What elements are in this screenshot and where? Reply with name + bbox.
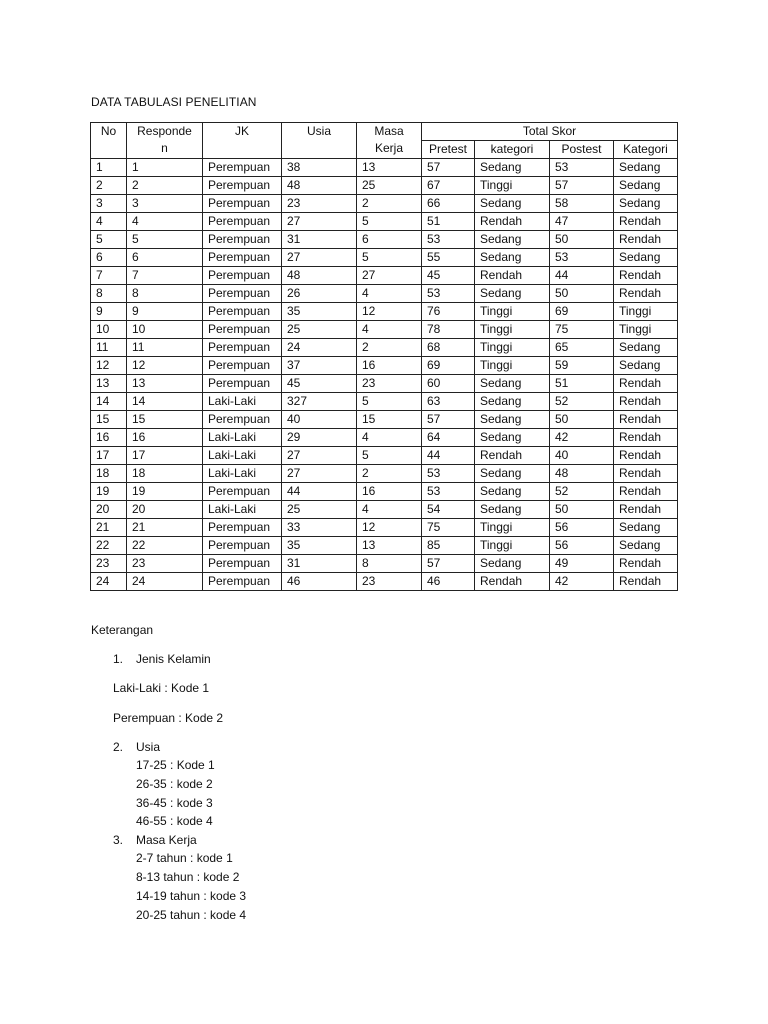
cell-masa-kerja: 4 bbox=[357, 501, 422, 519]
cell-no: 18 bbox=[91, 465, 127, 483]
table-row bbox=[91, 267, 678, 285]
cell-responden: 4 bbox=[127, 213, 203, 231]
cell-kategori-pretest: Tinggi bbox=[475, 519, 550, 537]
cell-pretest: 63 bbox=[422, 393, 475, 411]
masa-kerja-code: 20-25 tahun : kode 4 bbox=[136, 908, 247, 922]
table-row bbox=[91, 555, 678, 573]
cell-jk: Perempuan bbox=[203, 159, 282, 177]
cell-pretest: 55 bbox=[422, 249, 475, 267]
cell-kategori-postest: Rendah bbox=[614, 555, 678, 573]
cell-usia: 46 bbox=[282, 573, 357, 591]
cell-pretest: 57 bbox=[422, 159, 475, 177]
cell-pretest: 60 bbox=[422, 375, 475, 393]
cell-kategori-postest: Rendah bbox=[614, 213, 678, 231]
cell-postest: 48 bbox=[550, 465, 614, 483]
list-number: 2. bbox=[113, 740, 124, 754]
cell-kategori-pretest: Sedang bbox=[475, 483, 550, 501]
cell-masa-kerja: 13 bbox=[357, 159, 422, 177]
cell-masa-kerja: 2 bbox=[357, 195, 422, 213]
cell-no: 15 bbox=[91, 411, 127, 429]
cell-kategori-postest: Rendah bbox=[614, 465, 678, 483]
cell-jk: Laki-Laki bbox=[203, 393, 282, 411]
cell-kategori-postest: Rendah bbox=[614, 501, 678, 519]
cell-postest: 58 bbox=[550, 195, 614, 213]
usia-code: 17-25 : Kode 1 bbox=[136, 758, 215, 772]
cell-jk: Perempuan bbox=[203, 231, 282, 249]
cell-jk: Perempuan bbox=[203, 573, 282, 591]
header-jk: JK bbox=[203, 123, 282, 159]
cell-no: 21 bbox=[91, 519, 127, 537]
cell-responden: 6 bbox=[127, 249, 203, 267]
cell-kategori-postest: Sedang bbox=[614, 195, 678, 213]
cell-responden: 19 bbox=[127, 483, 203, 501]
cell-no: 1 bbox=[91, 159, 127, 177]
cell-kategori-postest: Rendah bbox=[614, 411, 678, 429]
cell-kategori-pretest: Sedang bbox=[475, 393, 550, 411]
cell-jk: Perempuan bbox=[203, 303, 282, 321]
table-body bbox=[91, 159, 678, 591]
cell-masa-kerja: 13 bbox=[357, 537, 422, 555]
cell-no: 17 bbox=[91, 447, 127, 465]
cell-jk: Perempuan bbox=[203, 483, 282, 501]
cell-kategori-postest: Sedang bbox=[614, 159, 678, 177]
cell-kategori-postest: Sedang bbox=[614, 519, 678, 537]
table-row bbox=[91, 213, 678, 231]
cell-kategori-pretest: Sedang bbox=[475, 429, 550, 447]
cell-responden: 7 bbox=[127, 267, 203, 285]
cell-no: 7 bbox=[91, 267, 127, 285]
cell-usia: 31 bbox=[282, 555, 357, 573]
cell-no: 2 bbox=[91, 177, 127, 195]
cell-kategori-pretest: Sedang bbox=[475, 159, 550, 177]
cell-pretest: 53 bbox=[422, 231, 475, 249]
table-row bbox=[91, 465, 678, 483]
masa-kerja-code: 8-13 tahun : kode 2 bbox=[136, 870, 240, 884]
cell-postest: 65 bbox=[550, 339, 614, 357]
cell-no: 4 bbox=[91, 213, 127, 231]
header-postest: Postest bbox=[550, 141, 614, 159]
cell-usia: 33 bbox=[282, 519, 357, 537]
cell-kategori-pretest: Rendah bbox=[475, 573, 550, 591]
cell-kategori-postest: Rendah bbox=[614, 573, 678, 591]
cell-no: 6 bbox=[91, 249, 127, 267]
cell-pretest: 57 bbox=[422, 411, 475, 429]
cell-usia: 44 bbox=[282, 483, 357, 501]
cell-kategori-postest: Rendah bbox=[614, 285, 678, 303]
cell-postest: 53 bbox=[550, 159, 614, 177]
cell-usia: 25 bbox=[282, 321, 357, 339]
cell-responden: 24 bbox=[127, 573, 203, 591]
header-masa-kerja: Masa Kerja bbox=[357, 123, 422, 159]
jk-code-laki: Laki-Laki : Kode 1 bbox=[113, 681, 210, 695]
cell-usia: 27 bbox=[282, 213, 357, 231]
cell-pretest: 46 bbox=[422, 573, 475, 591]
cell-masa-kerja: 2 bbox=[357, 465, 422, 483]
usia-code: 46-55 : kode 4 bbox=[136, 814, 213, 828]
list-label-masa-kerja: Masa Kerja bbox=[136, 833, 197, 847]
cell-no: 23 bbox=[91, 555, 127, 573]
header-responden: Responde n bbox=[127, 123, 203, 159]
cell-pretest: 54 bbox=[422, 501, 475, 519]
cell-pretest: 45 bbox=[422, 267, 475, 285]
cell-usia: 35 bbox=[282, 303, 357, 321]
masa-kerja-code: 14-19 tahun : kode 3 bbox=[136, 889, 247, 903]
cell-pretest: 53 bbox=[422, 465, 475, 483]
cell-kategori-pretest: Tinggi bbox=[475, 537, 550, 555]
cell-usia: 23 bbox=[282, 195, 357, 213]
cell-postest: 75 bbox=[550, 321, 614, 339]
cell-responden: 16 bbox=[127, 429, 203, 447]
cell-responden: 8 bbox=[127, 285, 203, 303]
cell-postest: 59 bbox=[550, 357, 614, 375]
cell-responden: 17 bbox=[127, 447, 203, 465]
cell-responden: 13 bbox=[127, 375, 203, 393]
cell-jk: Laki-Laki bbox=[203, 465, 282, 483]
cell-jk: Perempuan bbox=[203, 177, 282, 195]
table-row bbox=[91, 195, 678, 213]
cell-jk: Perempuan bbox=[203, 339, 282, 357]
cell-kategori-pretest: Sedang bbox=[475, 555, 550, 573]
cell-jk: Perempuan bbox=[203, 537, 282, 555]
cell-postest: 49 bbox=[550, 555, 614, 573]
cell-kategori-postest: Sedang bbox=[614, 249, 678, 267]
cell-jk: Perempuan bbox=[203, 375, 282, 393]
cell-postest: 50 bbox=[550, 285, 614, 303]
header-usia: Usia bbox=[282, 123, 357, 159]
cell-kategori-postest: Tinggi bbox=[614, 303, 678, 321]
masa-kerja-code: 2-7 tahun : kode 1 bbox=[136, 851, 233, 865]
cell-kategori-pretest: Tinggi bbox=[475, 357, 550, 375]
cell-usia: 27 bbox=[282, 465, 357, 483]
cell-kategori-postest: Rendah bbox=[614, 231, 678, 249]
cell-kategori-pretest: Sedang bbox=[475, 249, 550, 267]
cell-pretest: 44 bbox=[422, 447, 475, 465]
cell-masa-kerja: 4 bbox=[357, 429, 422, 447]
cell-jk: Perempuan bbox=[203, 213, 282, 231]
cell-no: 14 bbox=[91, 393, 127, 411]
cell-postest: 69 bbox=[550, 303, 614, 321]
cell-responden: 10 bbox=[127, 321, 203, 339]
cell-no: 12 bbox=[91, 357, 127, 375]
cell-pretest: 75 bbox=[422, 519, 475, 537]
usia-code: 36-45 : kode 3 bbox=[136, 796, 213, 810]
cell-no: 10 bbox=[91, 321, 127, 339]
header-no: No bbox=[91, 123, 127, 159]
cell-responden: 18 bbox=[127, 465, 203, 483]
cell-responden: 22 bbox=[127, 537, 203, 555]
cell-usia: 26 bbox=[282, 285, 357, 303]
list-number: 1. bbox=[113, 652, 124, 666]
cell-masa-kerja: 5 bbox=[357, 447, 422, 465]
cell-responden: 23 bbox=[127, 555, 203, 573]
table-row bbox=[91, 357, 678, 375]
cell-postest: 42 bbox=[550, 429, 614, 447]
cell-kategori-pretest: Sedang bbox=[475, 375, 550, 393]
cell-postest: 44 bbox=[550, 267, 614, 285]
cell-kategori-pretest: Tinggi bbox=[475, 303, 550, 321]
cell-masa-kerja: 15 bbox=[357, 411, 422, 429]
cell-jk: Perempuan bbox=[203, 357, 282, 375]
cell-postest: 57 bbox=[550, 177, 614, 195]
cell-masa-kerja: 5 bbox=[357, 393, 422, 411]
cell-masa-kerja: 4 bbox=[357, 321, 422, 339]
cell-masa-kerja: 8 bbox=[357, 555, 422, 573]
table-row bbox=[91, 231, 678, 249]
header-kategori-pretest: kategori bbox=[475, 141, 550, 159]
cell-masa-kerja: 6 bbox=[357, 231, 422, 249]
cell-masa-kerja: 16 bbox=[357, 483, 422, 501]
cell-no: 13 bbox=[91, 375, 127, 393]
cell-pretest: 57 bbox=[422, 555, 475, 573]
keterangan-heading: Keterangan bbox=[91, 623, 154, 637]
cell-postest: 52 bbox=[550, 483, 614, 501]
table-row bbox=[91, 321, 678, 339]
cell-no: 11 bbox=[91, 339, 127, 357]
table-row bbox=[91, 447, 678, 465]
cell-no: 5 bbox=[91, 231, 127, 249]
cell-jk: Perempuan bbox=[203, 249, 282, 267]
header-total-skor: Total Skor bbox=[422, 123, 678, 141]
cell-no: 9 bbox=[91, 303, 127, 321]
cell-usia: 27 bbox=[282, 447, 357, 465]
cell-no: 3 bbox=[91, 195, 127, 213]
cell-masa-kerja: 5 bbox=[357, 213, 422, 231]
cell-postest: 40 bbox=[550, 447, 614, 465]
cell-kategori-pretest: Tinggi bbox=[475, 321, 550, 339]
cell-kategori-pretest: Rendah bbox=[475, 447, 550, 465]
cell-postest: 52 bbox=[550, 393, 614, 411]
cell-kategori-postest: Sedang bbox=[614, 537, 678, 555]
cell-kategori-postest: Sedang bbox=[614, 357, 678, 375]
cell-no: 19 bbox=[91, 483, 127, 501]
cell-masa-kerja: 23 bbox=[357, 375, 422, 393]
table-row bbox=[91, 249, 678, 267]
cell-no: 20 bbox=[91, 501, 127, 519]
cell-usia: 38 bbox=[282, 159, 357, 177]
table-row bbox=[91, 303, 678, 321]
list-label-jenis-kelamin: Jenis Kelamin bbox=[136, 652, 211, 666]
cell-no: 24 bbox=[91, 573, 127, 591]
cell-masa-kerja: 25 bbox=[357, 177, 422, 195]
cell-postest: 56 bbox=[550, 537, 614, 555]
cell-usia: 37 bbox=[282, 357, 357, 375]
cell-usia: 29 bbox=[282, 429, 357, 447]
cell-postest: 50 bbox=[550, 411, 614, 429]
jk-code-perempuan: Perempuan : Kode 2 bbox=[113, 711, 224, 725]
cell-responden: 5 bbox=[127, 231, 203, 249]
table-row bbox=[91, 339, 678, 357]
cell-kategori-pretest: Sedang bbox=[475, 195, 550, 213]
cell-kategori-postest: Rendah bbox=[614, 429, 678, 447]
cell-masa-kerja: 12 bbox=[357, 519, 422, 537]
cell-jk: Laki-Laki bbox=[203, 501, 282, 519]
cell-jk: Perempuan bbox=[203, 285, 282, 303]
cell-jk: Laki-Laki bbox=[203, 447, 282, 465]
cell-kategori-postest: Rendah bbox=[614, 393, 678, 411]
cell-kategori-pretest: Tinggi bbox=[475, 339, 550, 357]
cell-responden: 12 bbox=[127, 357, 203, 375]
cell-pretest: 51 bbox=[422, 213, 475, 231]
table-row bbox=[91, 519, 678, 537]
cell-postest: 51 bbox=[550, 375, 614, 393]
cell-responden: 11 bbox=[127, 339, 203, 357]
list-number: 3. bbox=[113, 833, 124, 847]
cell-usia: 25 bbox=[282, 501, 357, 519]
cell-masa-kerja: 2 bbox=[357, 339, 422, 357]
cell-masa-kerja: 5 bbox=[357, 249, 422, 267]
cell-postest: 53 bbox=[550, 249, 614, 267]
cell-postest: 42 bbox=[550, 573, 614, 591]
cell-kategori-postest: Rendah bbox=[614, 483, 678, 501]
table-row bbox=[91, 429, 678, 447]
cell-kategori-pretest: Rendah bbox=[475, 213, 550, 231]
cell-pretest: 53 bbox=[422, 483, 475, 501]
cell-pretest: 66 bbox=[422, 195, 475, 213]
cell-usia: 48 bbox=[282, 177, 357, 195]
cell-pretest: 64 bbox=[422, 429, 475, 447]
cell-no: 22 bbox=[91, 537, 127, 555]
cell-jk: Perempuan bbox=[203, 555, 282, 573]
table-row bbox=[91, 483, 678, 501]
cell-kategori-pretest: Sedang bbox=[475, 411, 550, 429]
table-row bbox=[91, 411, 678, 429]
cell-responden: 1 bbox=[127, 159, 203, 177]
cell-pretest: 68 bbox=[422, 339, 475, 357]
cell-pretest: 85 bbox=[422, 537, 475, 555]
cell-kategori-postest: Rendah bbox=[614, 267, 678, 285]
table-row bbox=[91, 159, 678, 177]
cell-responden: 15 bbox=[127, 411, 203, 429]
cell-kategori-postest: Rendah bbox=[614, 447, 678, 465]
cell-kategori-postest: Sedang bbox=[614, 177, 678, 195]
table-row bbox=[91, 537, 678, 555]
cell-kategori-pretest: Sedang bbox=[475, 231, 550, 249]
cell-jk: Perempuan bbox=[203, 321, 282, 339]
cell-responden: 3 bbox=[127, 195, 203, 213]
cell-kategori-pretest: Sedang bbox=[475, 285, 550, 303]
cell-kategori-pretest: Rendah bbox=[475, 267, 550, 285]
cell-jk: Perempuan bbox=[203, 519, 282, 537]
cell-kategori-pretest: Sedang bbox=[475, 501, 550, 519]
cell-no: 16 bbox=[91, 429, 127, 447]
cell-postest: 56 bbox=[550, 519, 614, 537]
cell-kategori-pretest: Sedang bbox=[475, 465, 550, 483]
cell-usia: 31 bbox=[282, 231, 357, 249]
cell-pretest: 76 bbox=[422, 303, 475, 321]
cell-responden: 9 bbox=[127, 303, 203, 321]
cell-no: 8 bbox=[91, 285, 127, 303]
document-title: DATA TABULASI PENELITIAN bbox=[91, 95, 257, 109]
table-row bbox=[91, 393, 678, 411]
cell-usia: 45 bbox=[282, 375, 357, 393]
list-label-usia: Usia bbox=[136, 740, 161, 754]
cell-masa-kerja: 23 bbox=[357, 573, 422, 591]
cell-responden: 2 bbox=[127, 177, 203, 195]
tabulation-table bbox=[90, 122, 678, 591]
table-row bbox=[91, 573, 678, 591]
table-row bbox=[91, 177, 678, 195]
cell-jk: Laki-Laki bbox=[203, 429, 282, 447]
cell-responden: 20 bbox=[127, 501, 203, 519]
table-row bbox=[91, 375, 678, 393]
cell-jk: Perempuan bbox=[203, 195, 282, 213]
cell-responden: 14 bbox=[127, 393, 203, 411]
cell-pretest: 69 bbox=[422, 357, 475, 375]
cell-pretest: 67 bbox=[422, 177, 475, 195]
cell-usia: 27 bbox=[282, 249, 357, 267]
cell-postest: 50 bbox=[550, 231, 614, 249]
cell-kategori-postest: Rendah bbox=[614, 375, 678, 393]
cell-masa-kerja: 12 bbox=[357, 303, 422, 321]
cell-usia: 40 bbox=[282, 411, 357, 429]
cell-usia: 24 bbox=[282, 339, 357, 357]
cell-kategori-postest: Sedang bbox=[614, 339, 678, 357]
cell-masa-kerja: 4 bbox=[357, 285, 422, 303]
cell-usia: 48 bbox=[282, 267, 357, 285]
cell-postest: 50 bbox=[550, 501, 614, 519]
cell-usia: 327 bbox=[282, 393, 357, 411]
cell-pretest: 78 bbox=[422, 321, 475, 339]
header-kategori-postest: Kategori bbox=[614, 141, 678, 159]
table-row bbox=[91, 501, 678, 519]
cell-kategori-postest: Tinggi bbox=[614, 321, 678, 339]
cell-postest: 47 bbox=[550, 213, 614, 231]
usia-code: 26-35 : kode 2 bbox=[136, 777, 213, 791]
cell-jk: Perempuan bbox=[203, 411, 282, 429]
cell-usia: 35 bbox=[282, 537, 357, 555]
cell-masa-kerja: 16 bbox=[357, 357, 422, 375]
cell-kategori-pretest: Tinggi bbox=[475, 177, 550, 195]
cell-responden: 21 bbox=[127, 519, 203, 537]
cell-jk: Perempuan bbox=[203, 267, 282, 285]
table-row bbox=[91, 285, 678, 303]
cell-masa-kerja: 27 bbox=[357, 267, 422, 285]
cell-pretest: 53 bbox=[422, 285, 475, 303]
header-pretest: Pretest bbox=[422, 141, 475, 159]
